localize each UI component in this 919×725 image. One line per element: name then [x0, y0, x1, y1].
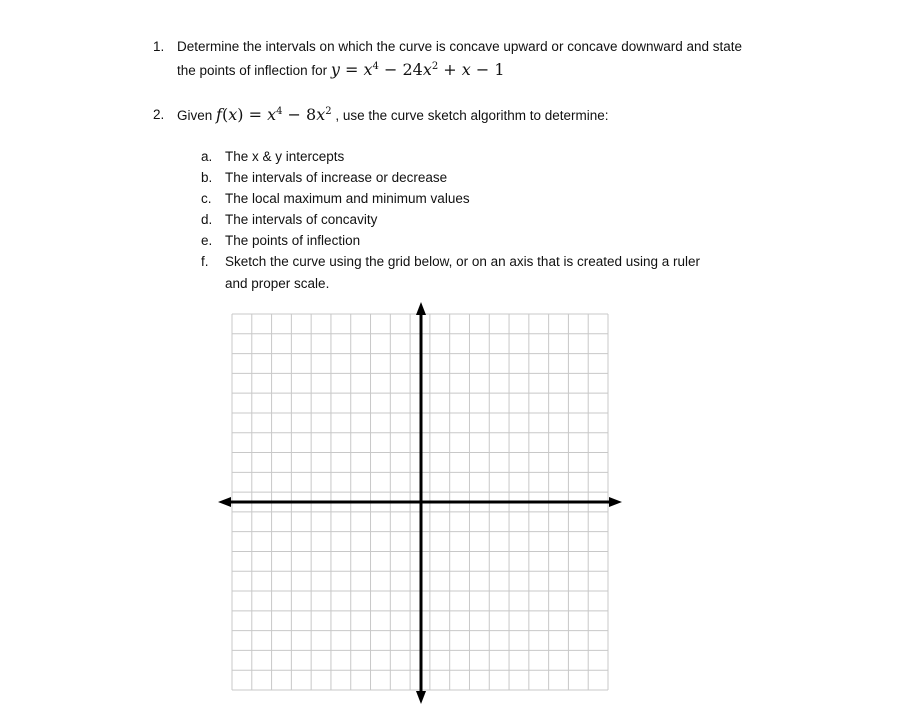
- x-axis-right-arrow-icon: [609, 497, 622, 507]
- item-f-letter: f.: [201, 254, 209, 269]
- question-1-number: 1.: [153, 39, 165, 54]
- y-axis-up-arrow-icon: [416, 302, 426, 315]
- item-b-letter: b.: [201, 170, 213, 185]
- item-a-letter: a.: [201, 149, 213, 164]
- item-e-letter: e.: [201, 233, 213, 248]
- item-f-text: Sketch the curve using the grid below, or on an axis that is created using a ruler: [225, 254, 701, 269]
- y-axis-down-arrow-icon: [416, 691, 426, 704]
- item-f-text-line-2: and proper scale.: [225, 276, 330, 291]
- item-b-text: The intervals of increase or decrease: [225, 170, 448, 185]
- item-d-text: The intervals of concavity: [225, 212, 378, 227]
- question-2-suffix: , use the curve sketch algorithm to determine:: [331, 108, 609, 123]
- item-e-text: The points of inflection: [225, 233, 361, 248]
- item-a-text: The x & y intercepts: [225, 149, 345, 164]
- question-1-prefix: the points of inflection for: [177, 63, 331, 78]
- question-1-equation: $y = x^4 - 24x^2 + x - 1$: [330, 60, 505, 79]
- x-axis-left-arrow-icon: [218, 497, 231, 507]
- question-2-prefix: Given: [177, 108, 217, 123]
- item-c-letter: c.: [201, 191, 212, 206]
- item-d-letter: d.: [201, 212, 213, 227]
- item-c-text: The local maximum and minimum values: [225, 191, 470, 206]
- question-1-text-line-1: Determine the intervals on which the curve is concave upward or concave downward and state: [177, 39, 743, 54]
- coordinate-axes: [218, 302, 622, 704]
- question-2-equation: $f(x) = x^4 - 8x^2$: [216, 105, 332, 124]
- question-2-number: 2.: [153, 107, 165, 122]
